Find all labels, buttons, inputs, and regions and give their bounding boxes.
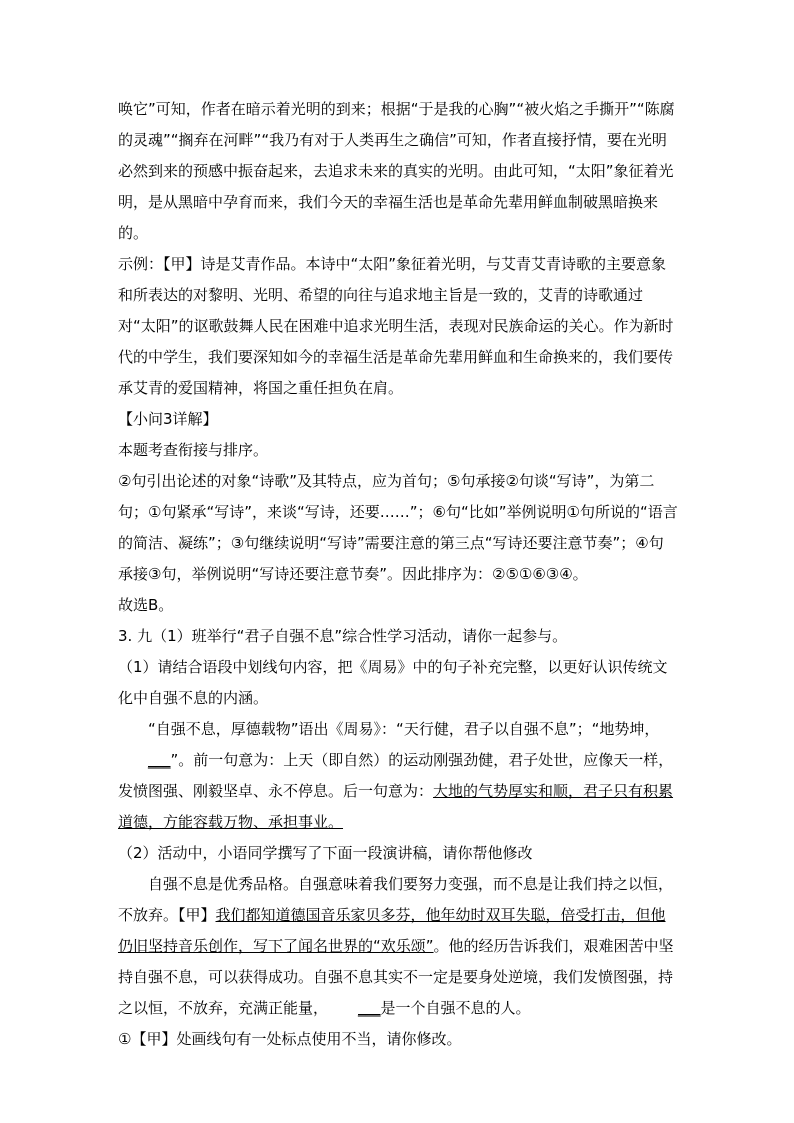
underlined-sentence-1: 大地的气势厚实和顺，君子只有积累道德，方能容载万物、承担事业。 bbox=[118, 782, 674, 831]
fill-blank-1: ___ bbox=[148, 751, 171, 769]
paragraph-analysis-continued: 唤它”可知，作者在暗示着光明的到来；根据“于是我的心胸”“被火焰之手撕开”“陈腐的灵魂”“搁弃在河畔”“我乃有对于人类再生之确信”可知，作者直接抒情，要在光明必然到来的预感中振奋起来，去追求未来的真实的光明。由此可知，“太阳”象征着光明，是从黑暗中孕育而来，我们今天的幸福生活也是革命先辈用鲜血制破黑暗换来的。 bbox=[118, 100, 675, 242]
paragraph-example-answer: 示例：【甲】诗是艾青作品。本诗中“太阳”象征着光明，与艾青艾青诗歌的主要意象和所表达的对黎明、光明、希望的向往与追求地主旨是一致的，艾青的诗歌通过对“太阳”的讴歌鼓舞人民在困难中追求光明生活，表现对民族命运的关心。作为新时代的中学生，我们要深知如今的幸福生活是革命先辈用鲜血和生命换来的，我们要传承艾青的爱国精神，将国之重任担负在肩。 bbox=[118, 255, 674, 397]
underlined-sentence-jia: 我们都知道德国音乐家贝多芬，他年幼时双耳失聪，倍受打击，但他仍旧坚持音乐创作，写下了闻名世界的“欢乐颂” bbox=[118, 906, 666, 955]
sub-question-1: ①【甲】处画线句有一处标点使用不当，请你修改。 bbox=[118, 1030, 462, 1048]
paragraph-order-analysis: ②句引出论述的对象“诗歌”及其特点，应为首句；⑤句承接②句谈“写诗”，为第二句；①句紧承“写诗”，来谈“写诗，还要……”；⑥句“比如”举例说明①句所说的“语言的简洁、凝练”；③句继续说明“写诗”需要注意的第三点“写诗还要注意节奏”；④句承接③句，举例说明“写诗还要注意节奏”。因此排序为：②⑤①⑥③④。 bbox=[118, 472, 678, 583]
fill-blank-2: ___ bbox=[358, 999, 381, 1017]
paragraph-topic: 本题考查衔接与排序。 bbox=[118, 441, 269, 459]
section-heading-q3: 【小问3详解】 bbox=[118, 410, 218, 428]
paragraph-answer-choice: 故选B。 bbox=[118, 596, 174, 614]
speech-text-c: 是一个自强不息的人。 bbox=[380, 999, 531, 1017]
question-3-title: 3. 九（1）班举行“君子自强不息”综合性学习活动，请你一起参与。 bbox=[118, 627, 568, 645]
speech-text-a: 自强不息是优秀品格。自强意味着我们要努力变强，而不息是让我们持之以恒，不放弃。【甲】 bbox=[118, 875, 674, 924]
question-3-1-prompt: （1）请结合语段中划线句内容，把《周易》中的句子补充完整，以更好认识传统文化中自强不息的内涵。 bbox=[118, 658, 668, 707]
passage-text-b: ”。前一句意为：上天（即自然）的运动刚强劲健，君子处世，应像天一样，发愤图强、刚毅坚卓、永不停息。后一句意为： bbox=[118, 751, 674, 800]
speech-text-b: 。他的经历告诉我们，艰难困苦中坚持自强不息，可以获得成功。自强不息其实不一定是要身处逆境，我们发愤图强，持之以恒，不放弃，充满正能量， bbox=[118, 937, 674, 1017]
document-body bbox=[118, 94, 678, 1055]
speech-draft bbox=[118, 869, 678, 1024]
question-3-1-passage bbox=[118, 714, 678, 838]
passage-text-a: “自强不息，厚德载物”语出《周易》：“天行健，君子以自强不息”；“地势坤， bbox=[148, 720, 660, 738]
question-3-2-prompt: （2）活动中，小语同学撰写了下面一段演讲稿，请你帮他修改 bbox=[118, 844, 533, 862]
